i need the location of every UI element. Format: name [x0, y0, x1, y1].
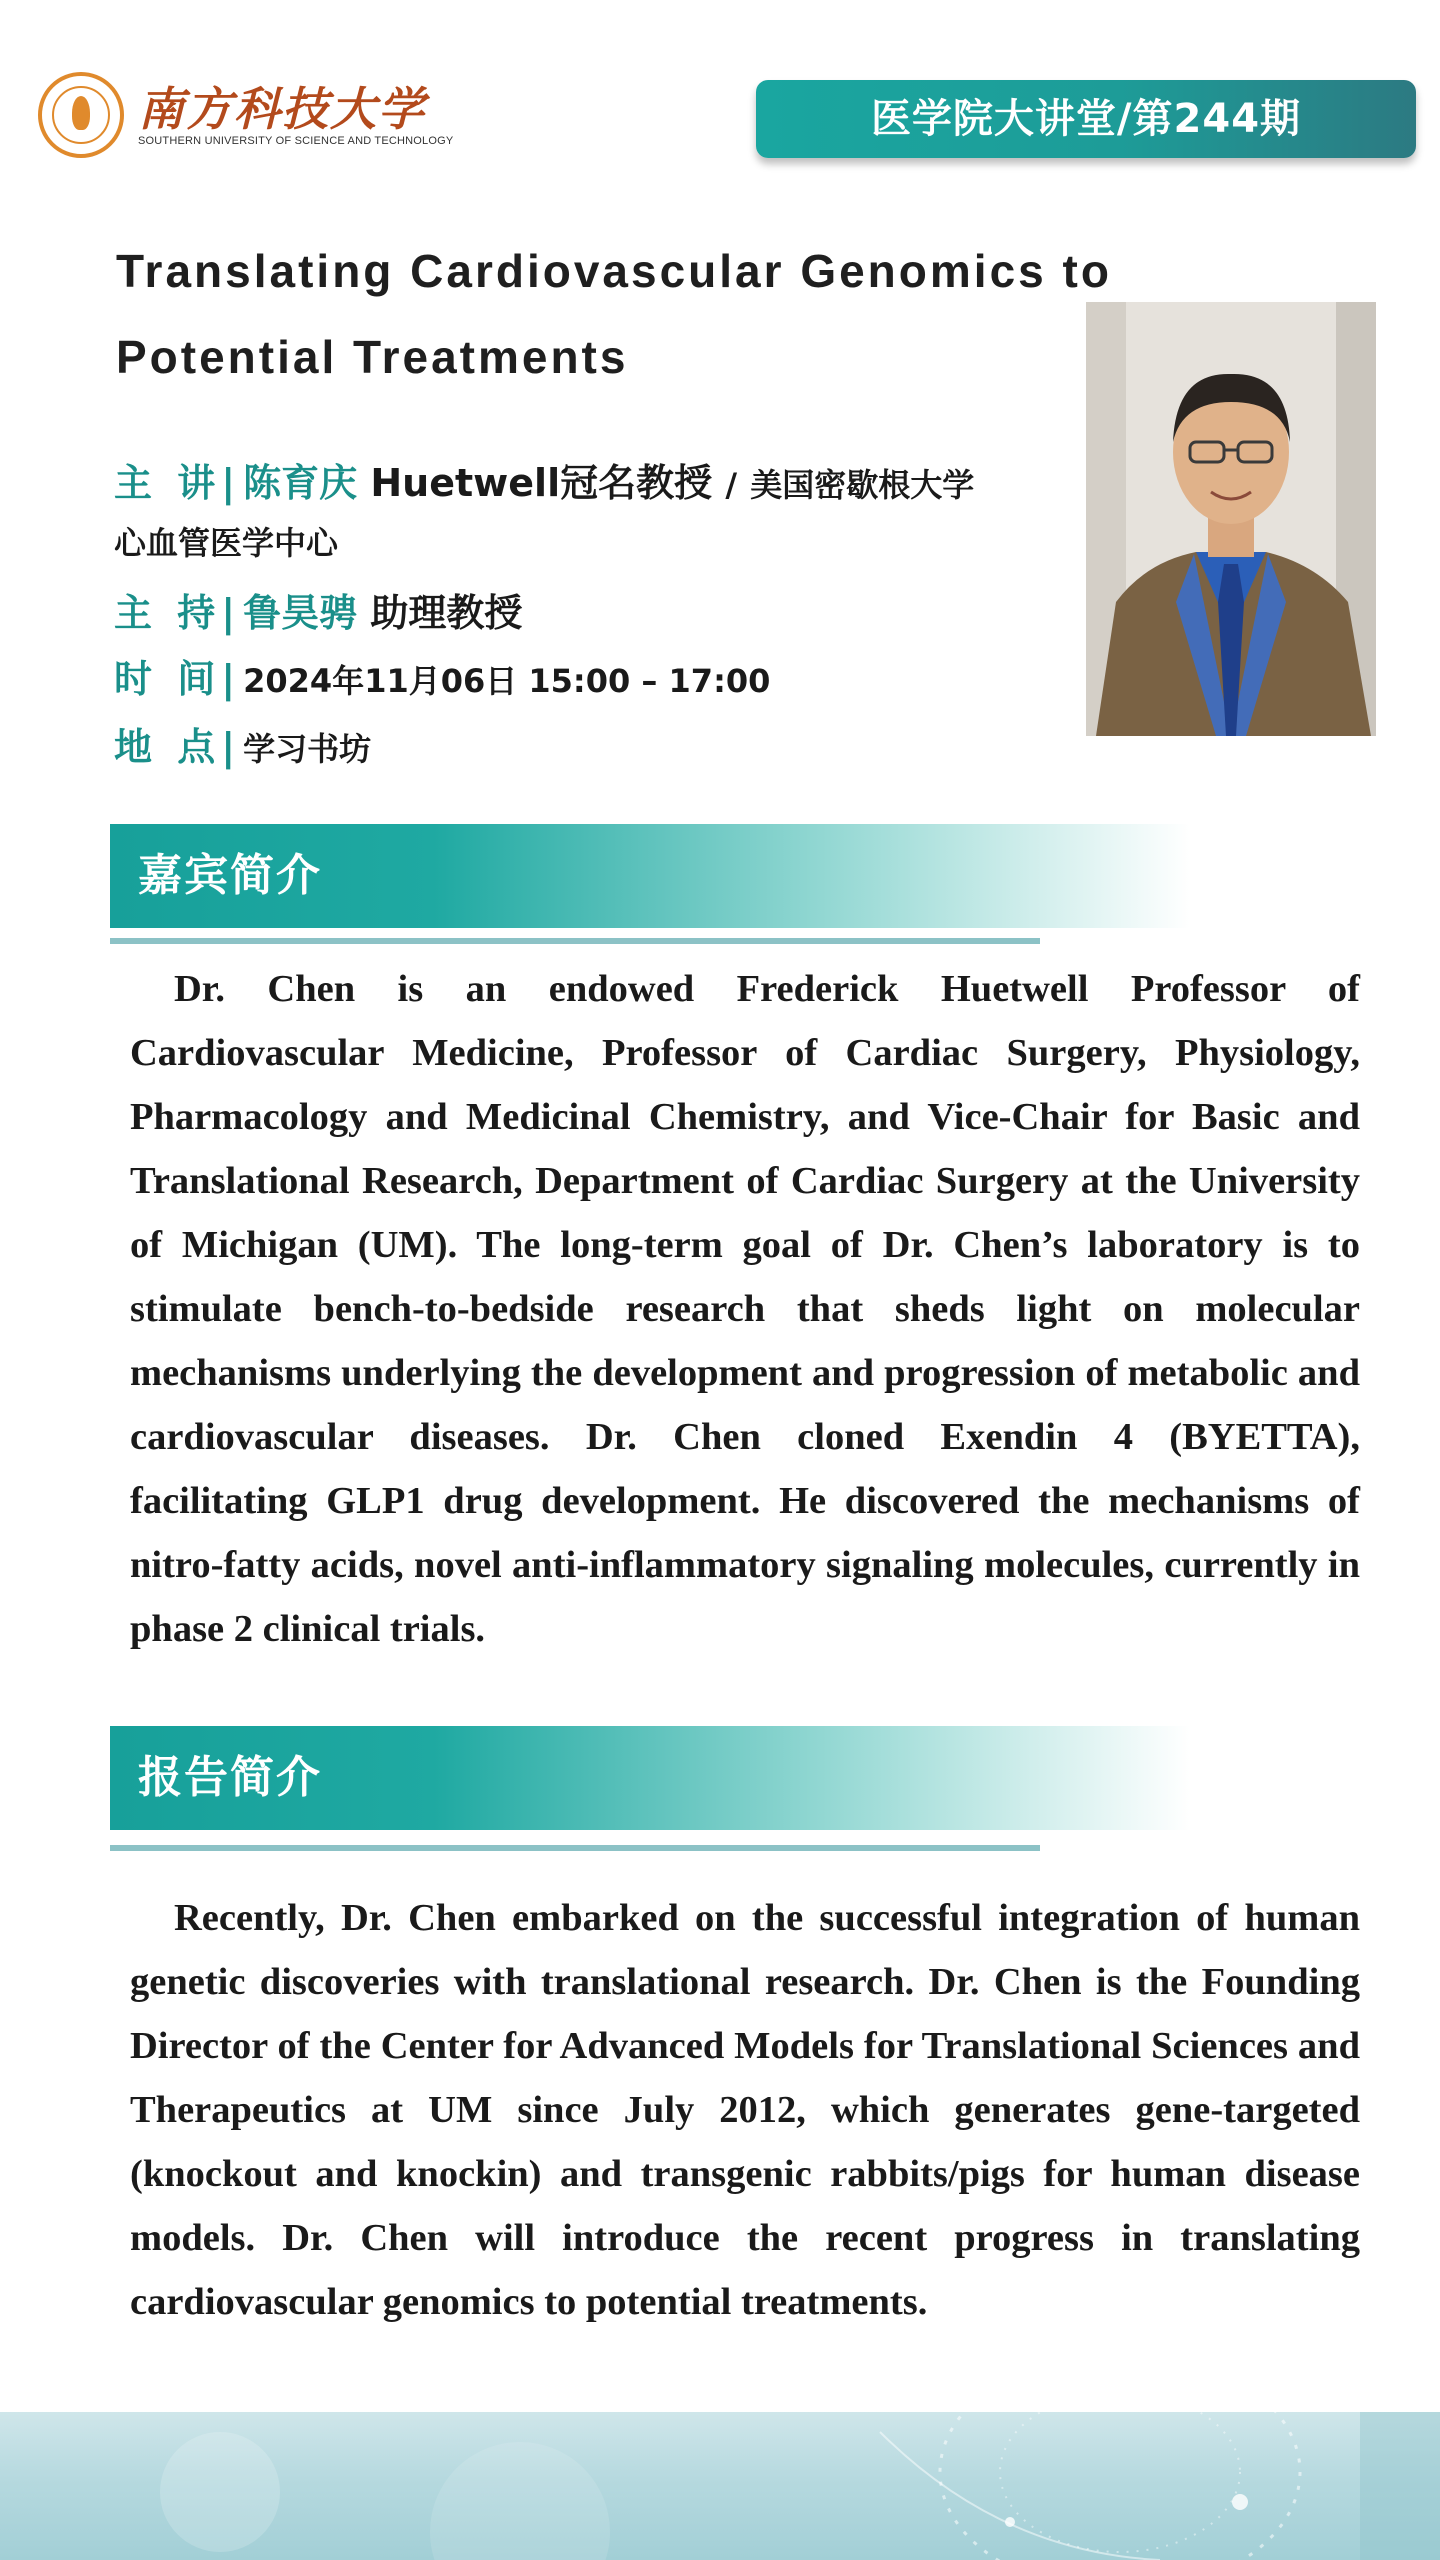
- speaker-affiliation-1: 美国密歇根大学: [750, 466, 975, 504]
- speaker-photo: [1086, 302, 1376, 736]
- university-logo: [38, 72, 453, 158]
- lecture-title-line-1: Translating Cardiovascular Genomics to: [116, 245, 1112, 297]
- guest-intro-title: 嘉宾简介: [138, 850, 322, 901]
- separator: |: [221, 725, 236, 769]
- footer-decoration: [0, 2412, 1440, 2560]
- speaker-name: 陈育庆: [243, 461, 358, 505]
- report-intro-header: [110, 1726, 1190, 1830]
- speaker-line: [114, 458, 974, 510]
- university-name-cn: 南方科技大学: [138, 82, 426, 136]
- section-divider: [110, 938, 1040, 944]
- slash: /: [725, 466, 738, 504]
- host-label: 主 持: [114, 591, 222, 635]
- separator: |: [221, 657, 236, 701]
- separator: |: [221, 591, 236, 635]
- report-intro-title: 报告简介: [138, 1752, 322, 1803]
- lecture-title: [116, 228, 1136, 400]
- speaker-title: Huetwell冠名教授: [370, 461, 713, 505]
- university-name: [138, 83, 453, 147]
- lecture-title-line-2: Potential Treatments: [116, 331, 629, 383]
- guest-intro-text: Dr. Chen is an endowed Frederick Huetwell Professor of Cardiovascular Medicine, Professor of Cardiac Surgery, Physiology, Pharmacology and Medicinal Chemistry, and Vice-Chair for Basic and Translational Research, Department of Cardiac Surgery at the University of Michigan (UM). The long-term goal of Dr. Chen’s laboratory is to stimulate bench-to-bedside research that sheds light on molecular mechanisms underlying the development and progression of metabolic and cardiovascular diseases. Dr. Chen cloned Exendin 4 (BYETTA), facilitating GLP1 drug development. He discovered the mechanisms of nitro-fatty acids, novel anti-inflammatory signaling molecules, currently in phase 2 clinical trials.: [130, 968, 1360, 1650]
- university-emblem-icon: [38, 72, 124, 158]
- place-value: 学习书坊: [243, 730, 372, 768]
- speaker-affiliation-2: 心血管医学中心: [114, 524, 339, 562]
- report-intro-text: Recently, Dr. Chen embarked on the successful integration of human genetic discoveries with translational research. Dr. Chen is the Founding Director of the Center for Advanced Models for Translational Sciences and Therapeutics at UM since July 2012, which generates gene-targeted (knockout and knockin) and transgenic rabbits/pigs for human disease models. Dr. Chen will introduce the recent progress in translating cardiovascular genomics to potential treatments.: [130, 1897, 1360, 2323]
- guest-intro-header: [110, 824, 1190, 928]
- host-name: 鲁昊骋: [243, 591, 358, 635]
- place-line: [114, 722, 371, 774]
- speaker-label: 主 讲: [114, 461, 222, 505]
- section-divider: [110, 1845, 1040, 1851]
- university-name-en: SOUTHERN UNIVERSITY OF SCIENCE AND TECHNOLOGY: [138, 135, 454, 147]
- speaker-affiliation-line: [114, 518, 338, 568]
- host-line: [114, 588, 522, 638]
- separator: |: [221, 461, 236, 505]
- time-value: 2024年11月06日 15:00 – 17:00: [243, 662, 771, 700]
- place-label: 地 点: [114, 725, 222, 769]
- time-label: 时 间: [114, 657, 222, 701]
- time-line: [114, 654, 770, 706]
- lecture-series-banner: 医学院大讲堂/第244期: [756, 80, 1416, 158]
- host-title: 助理教授: [370, 591, 523, 635]
